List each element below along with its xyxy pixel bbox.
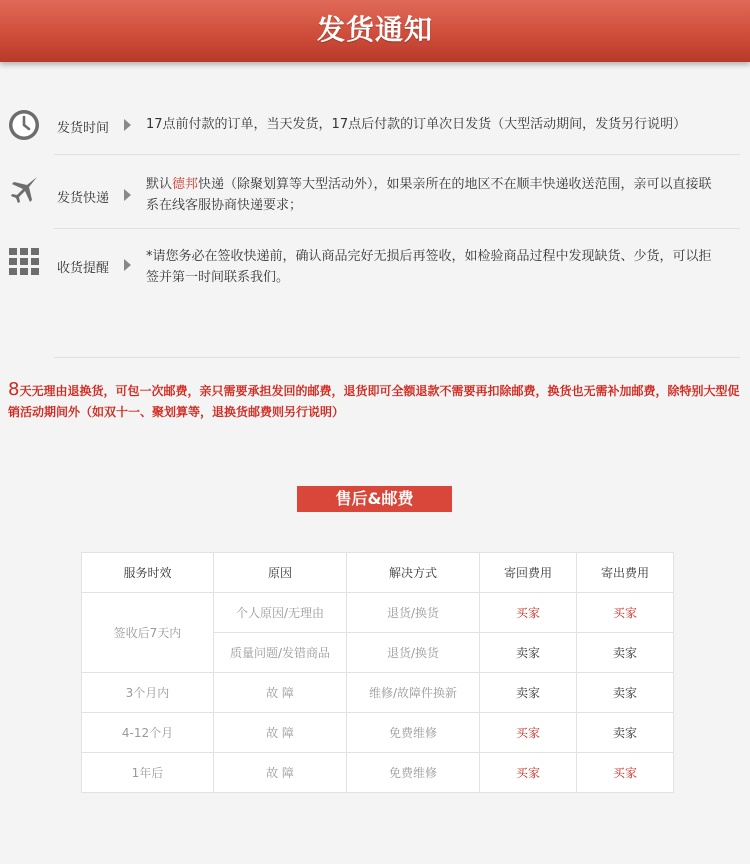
row-label: 发货时间 <box>57 121 110 136</box>
row-text: *请您务必在签收快递前，确认商品完好无损后再签收，如检验商品过程中发现缺货、少货，可以拒签并第一时间联系我们。 <box>146 249 712 285</box>
table-row <box>82 593 674 633</box>
row-text: 默认德邦快递（除聚划算等大型活动外），如果亲所在的地区不在顺丰快递收送范围，亲可以直接联系在线客服协商快递要求； <box>146 177 712 213</box>
row-text: 17点前付款的订单，当天发货，17点后付款的订单次日发货（大型活动期间，发货另行说明） <box>146 117 687 132</box>
table-row <box>82 713 674 753</box>
chevron-right-icon <box>124 189 131 201</box>
solution-cell: 退货/换货 <box>347 593 480 633</box>
chevron-right-icon <box>124 259 131 271</box>
divider <box>54 357 740 358</box>
send-fee-cell: 卖家 <box>577 673 674 713</box>
column-header: 原因 <box>214 553 347 593</box>
period-cell: 1年后 <box>82 753 214 793</box>
reason-cell: 质量问题/发错商品 <box>214 633 347 673</box>
reason-cell: 故 障 <box>214 713 347 753</box>
header-banner <box>0 0 750 62</box>
column-header: 解决方式 <box>347 553 480 593</box>
return-policy-notice <box>8 379 743 423</box>
row-label: 发货快递 <box>57 191 110 206</box>
airplane-icon <box>8 174 40 206</box>
solution-cell: 免费维修 <box>347 753 480 793</box>
reason-cell: 故 障 <box>214 673 347 713</box>
notice-text: 天无理由退换货，可包一次邮费，亲只需要承担发回的邮费，退货即可全额退款不需要再扣除邮费，换货也无需补加邮费，除特别大型促销活动期间外（如双十一、聚划算等，退换货邮费则另行说明） <box>8 384 740 419</box>
section-title: 售后&邮费 <box>297 486 452 512</box>
solution-cell: 免费维修 <box>347 713 480 753</box>
courier-highlight: 德邦 <box>172 177 199 192</box>
reason-cell: 个人原因/无理由 <box>214 593 347 633</box>
row-label: 收货提醒 <box>57 261 110 276</box>
return-fee-cell: 买家 <box>480 713 577 753</box>
send-fee-cell: 卖家 <box>577 633 674 673</box>
period-cell: 3个月内 <box>82 673 214 713</box>
grid-icon <box>8 246 40 278</box>
chevron-right-icon <box>124 119 131 131</box>
solution-cell: 维修/故障件换新 <box>347 673 480 713</box>
column-header: 服务时效 <box>82 553 214 593</box>
return-fee-cell: 买家 <box>480 593 577 633</box>
return-fee-cell: 买家 <box>480 753 577 793</box>
send-fee-cell: 买家 <box>577 753 674 793</box>
column-header: 寄出费用 <box>577 553 674 593</box>
solution-cell: 退货/换货 <box>347 633 480 673</box>
period-cell: 签收后7天内 <box>82 593 214 673</box>
after-sales-table <box>81 552 674 793</box>
page-title: 发货通知 <box>316 13 433 46</box>
reason-cell: 故 障 <box>214 753 347 793</box>
send-fee-cell: 卖家 <box>577 713 674 753</box>
return-fee-cell: 卖家 <box>480 633 577 673</box>
clock-icon <box>8 109 40 141</box>
table-header-row <box>82 553 674 593</box>
table-row <box>82 753 674 793</box>
table-row <box>82 673 674 713</box>
period-cell: 4-12个月 <box>82 713 214 753</box>
send-fee-cell: 买家 <box>577 593 674 633</box>
notice-number: 8 <box>8 379 20 400</box>
column-header: 寄回费用 <box>480 553 577 593</box>
return-fee-cell: 卖家 <box>480 673 577 713</box>
divider <box>54 154 740 155</box>
divider <box>54 228 740 229</box>
